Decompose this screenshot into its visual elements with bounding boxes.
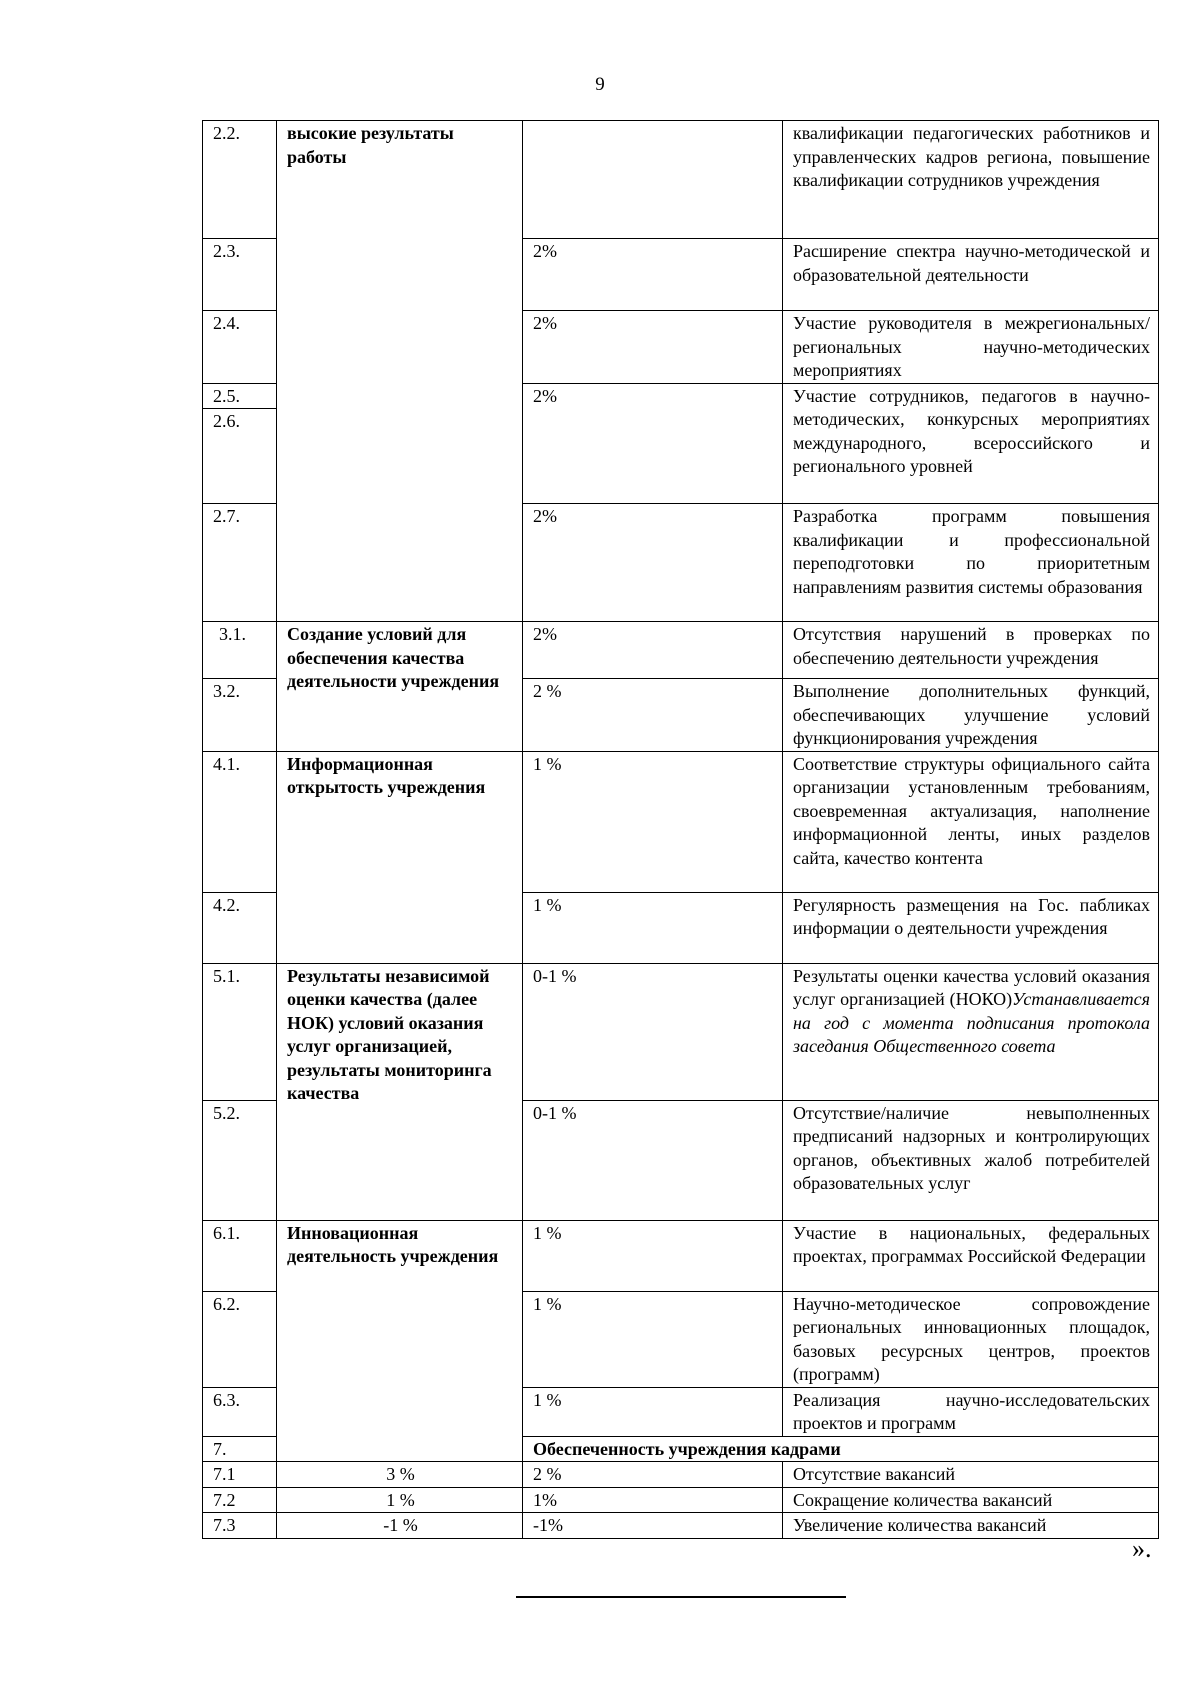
- page-number: 9: [595, 74, 605, 95]
- criterion-cell: -1 %: [277, 1513, 523, 1539]
- criterion-cell: Информационная открытость учреждения: [277, 751, 523, 963]
- value-cell: -1%: [523, 1513, 783, 1539]
- value-cell: 1 %: [523, 1220, 783, 1291]
- indicator-italic-note: Устанавливается на год с момента подписания протокола заседания Общественного совета: [793, 989, 1150, 1056]
- criterion-cell: высокие результаты работы: [277, 121, 523, 622]
- value-cell: 1 %: [523, 751, 783, 892]
- row-number: 2.3.: [203, 239, 277, 311]
- criterion-cell: Создание условий для обеспечения качества деятельности учреждения: [277, 622, 523, 752]
- indicator-cell: Увеличение количества вакансий: [783, 1513, 1159, 1539]
- value-cell: 1 %: [523, 892, 783, 963]
- value-cell: 1 %: [523, 1291, 783, 1387]
- table-row: [203, 622, 1159, 679]
- indicator-cell: Выполнение дополнительных функций, обеспечивающих улучшение условий функционирования учреждения: [783, 679, 1159, 752]
- value-cell: 0-1 %: [523, 963, 783, 1100]
- value-cell: [523, 121, 783, 239]
- table-row: [203, 1220, 1159, 1291]
- closing-quote: ».: [1132, 1534, 1152, 1563]
- table-row: [203, 1513, 1159, 1539]
- table-row: [203, 963, 1159, 1100]
- value-cell: 2 %: [523, 1462, 783, 1488]
- indicator-cell: Участие в национальных, федеральных проектах, программах Российской Федерации: [783, 1220, 1159, 1291]
- indicator-cell: Сокращение количества вакансий: [783, 1487, 1159, 1513]
- indicator-cell: Реализация научно-исследовательских проектов и программ: [783, 1387, 1159, 1436]
- row-number: 7.2: [203, 1487, 277, 1513]
- row-number: 3.1.: [203, 622, 277, 679]
- value-cell: 2 %: [523, 679, 783, 752]
- indicator-cell: Соответствие структуры официального сайта организации установленным требованиям, своевременная актуализация, наполнение информационной ленты, иных разделов сайта, качество контента: [783, 751, 1159, 892]
- value-cell: 2%: [523, 504, 783, 622]
- indicator-cell: Отсутствие вакансий: [783, 1462, 1159, 1488]
- row-number: 5.1.: [203, 963, 277, 1100]
- row-number: 6.1.: [203, 1220, 277, 1291]
- criterion-cell: Инновационная деятельность учреждения: [277, 1220, 523, 1462]
- row-number: 3.2.: [203, 679, 277, 752]
- indicator-cell: Участие руководителя в межрегиональных/региональных научно-методических мероприятиях: [783, 311, 1159, 384]
- indicator-cell: [783, 963, 1159, 1100]
- criteria-table: [202, 120, 1159, 1539]
- indicator-cell: Отсутствие/наличие невыполненных предписаний надзорных и контролирующих органов, объективных жалоб потребителей образовательных услуг: [783, 1100, 1159, 1220]
- indicator-cell: Научно-методическое сопровождение региональных инновационных площадок, базовых ресурсных центров, проектов (программ): [783, 1291, 1159, 1387]
- table-row: [203, 751, 1159, 892]
- criterion-cell: 1 %: [277, 1487, 523, 1513]
- section-heading-cell: Обеспеченность учреждения кадрами: [523, 1436, 1159, 1462]
- row-number: 2.7.: [203, 504, 277, 622]
- indicator-cell: Разработка программ повышения квалификации и профессиональной переподготовки по приоритетным направлениям развития системы образования: [783, 504, 1159, 622]
- row-number: 7.3: [203, 1513, 277, 1539]
- row-number: 7.: [203, 1436, 277, 1462]
- indicator-cell: Регулярность размещения на Гос. пабликах информации о деятельности учреждения: [783, 892, 1159, 963]
- indicator-cell: Участие сотрудников, педагогов в научно-методических, конкурсных мероприятиях международного, всероссийского и регионального уровней: [783, 383, 1159, 504]
- table-row: [203, 1487, 1159, 1513]
- row-number: 2.5.: [203, 383, 277, 409]
- value-cell: 0-1 %: [523, 1100, 783, 1220]
- indicator-cell: квалификации педагогических работников и управленческих кадров региона, повышение квалификации сотрудников учреждения: [783, 121, 1159, 239]
- table-row: [203, 1462, 1159, 1488]
- table-row: [203, 121, 1159, 239]
- value-cell: 2%: [523, 622, 783, 679]
- row-number: 2.2.: [203, 121, 277, 239]
- row-number: 4.1.: [203, 751, 277, 892]
- value-cell: 1%: [523, 1487, 783, 1513]
- footer-rule: [516, 1596, 846, 1598]
- row-number: 4.2.: [203, 892, 277, 963]
- row-number: 2.4.: [203, 311, 277, 384]
- value-cell: 1 %: [523, 1387, 783, 1436]
- row-number: 6.3.: [203, 1387, 277, 1436]
- criterion-cell: Результаты независимой оценки качества (далее НОК) условий оказания услуг организацией, результаты мониторинга качества: [277, 963, 523, 1220]
- indicator-text: Результаты оценки качества условий оказания услуг организацией (НОКО): [793, 965, 1150, 1009]
- indicator-cell: Расширение спектра научно-методической и образовательной деятельности: [783, 239, 1159, 311]
- row-number: 6.2.: [203, 1291, 277, 1387]
- value-cell: 2%: [523, 239, 783, 311]
- row-number: 5.2.: [203, 1100, 277, 1220]
- criterion-cell: 3 %: [277, 1462, 523, 1488]
- row-number: 2.6.: [203, 409, 277, 504]
- indicator-cell: Отсутствия нарушений в проверках по обеспечению деятельности учреждения: [783, 622, 1159, 679]
- value-cell: 2%: [523, 383, 783, 504]
- row-number: 7.1: [203, 1462, 277, 1488]
- value-cell: 2%: [523, 311, 783, 384]
